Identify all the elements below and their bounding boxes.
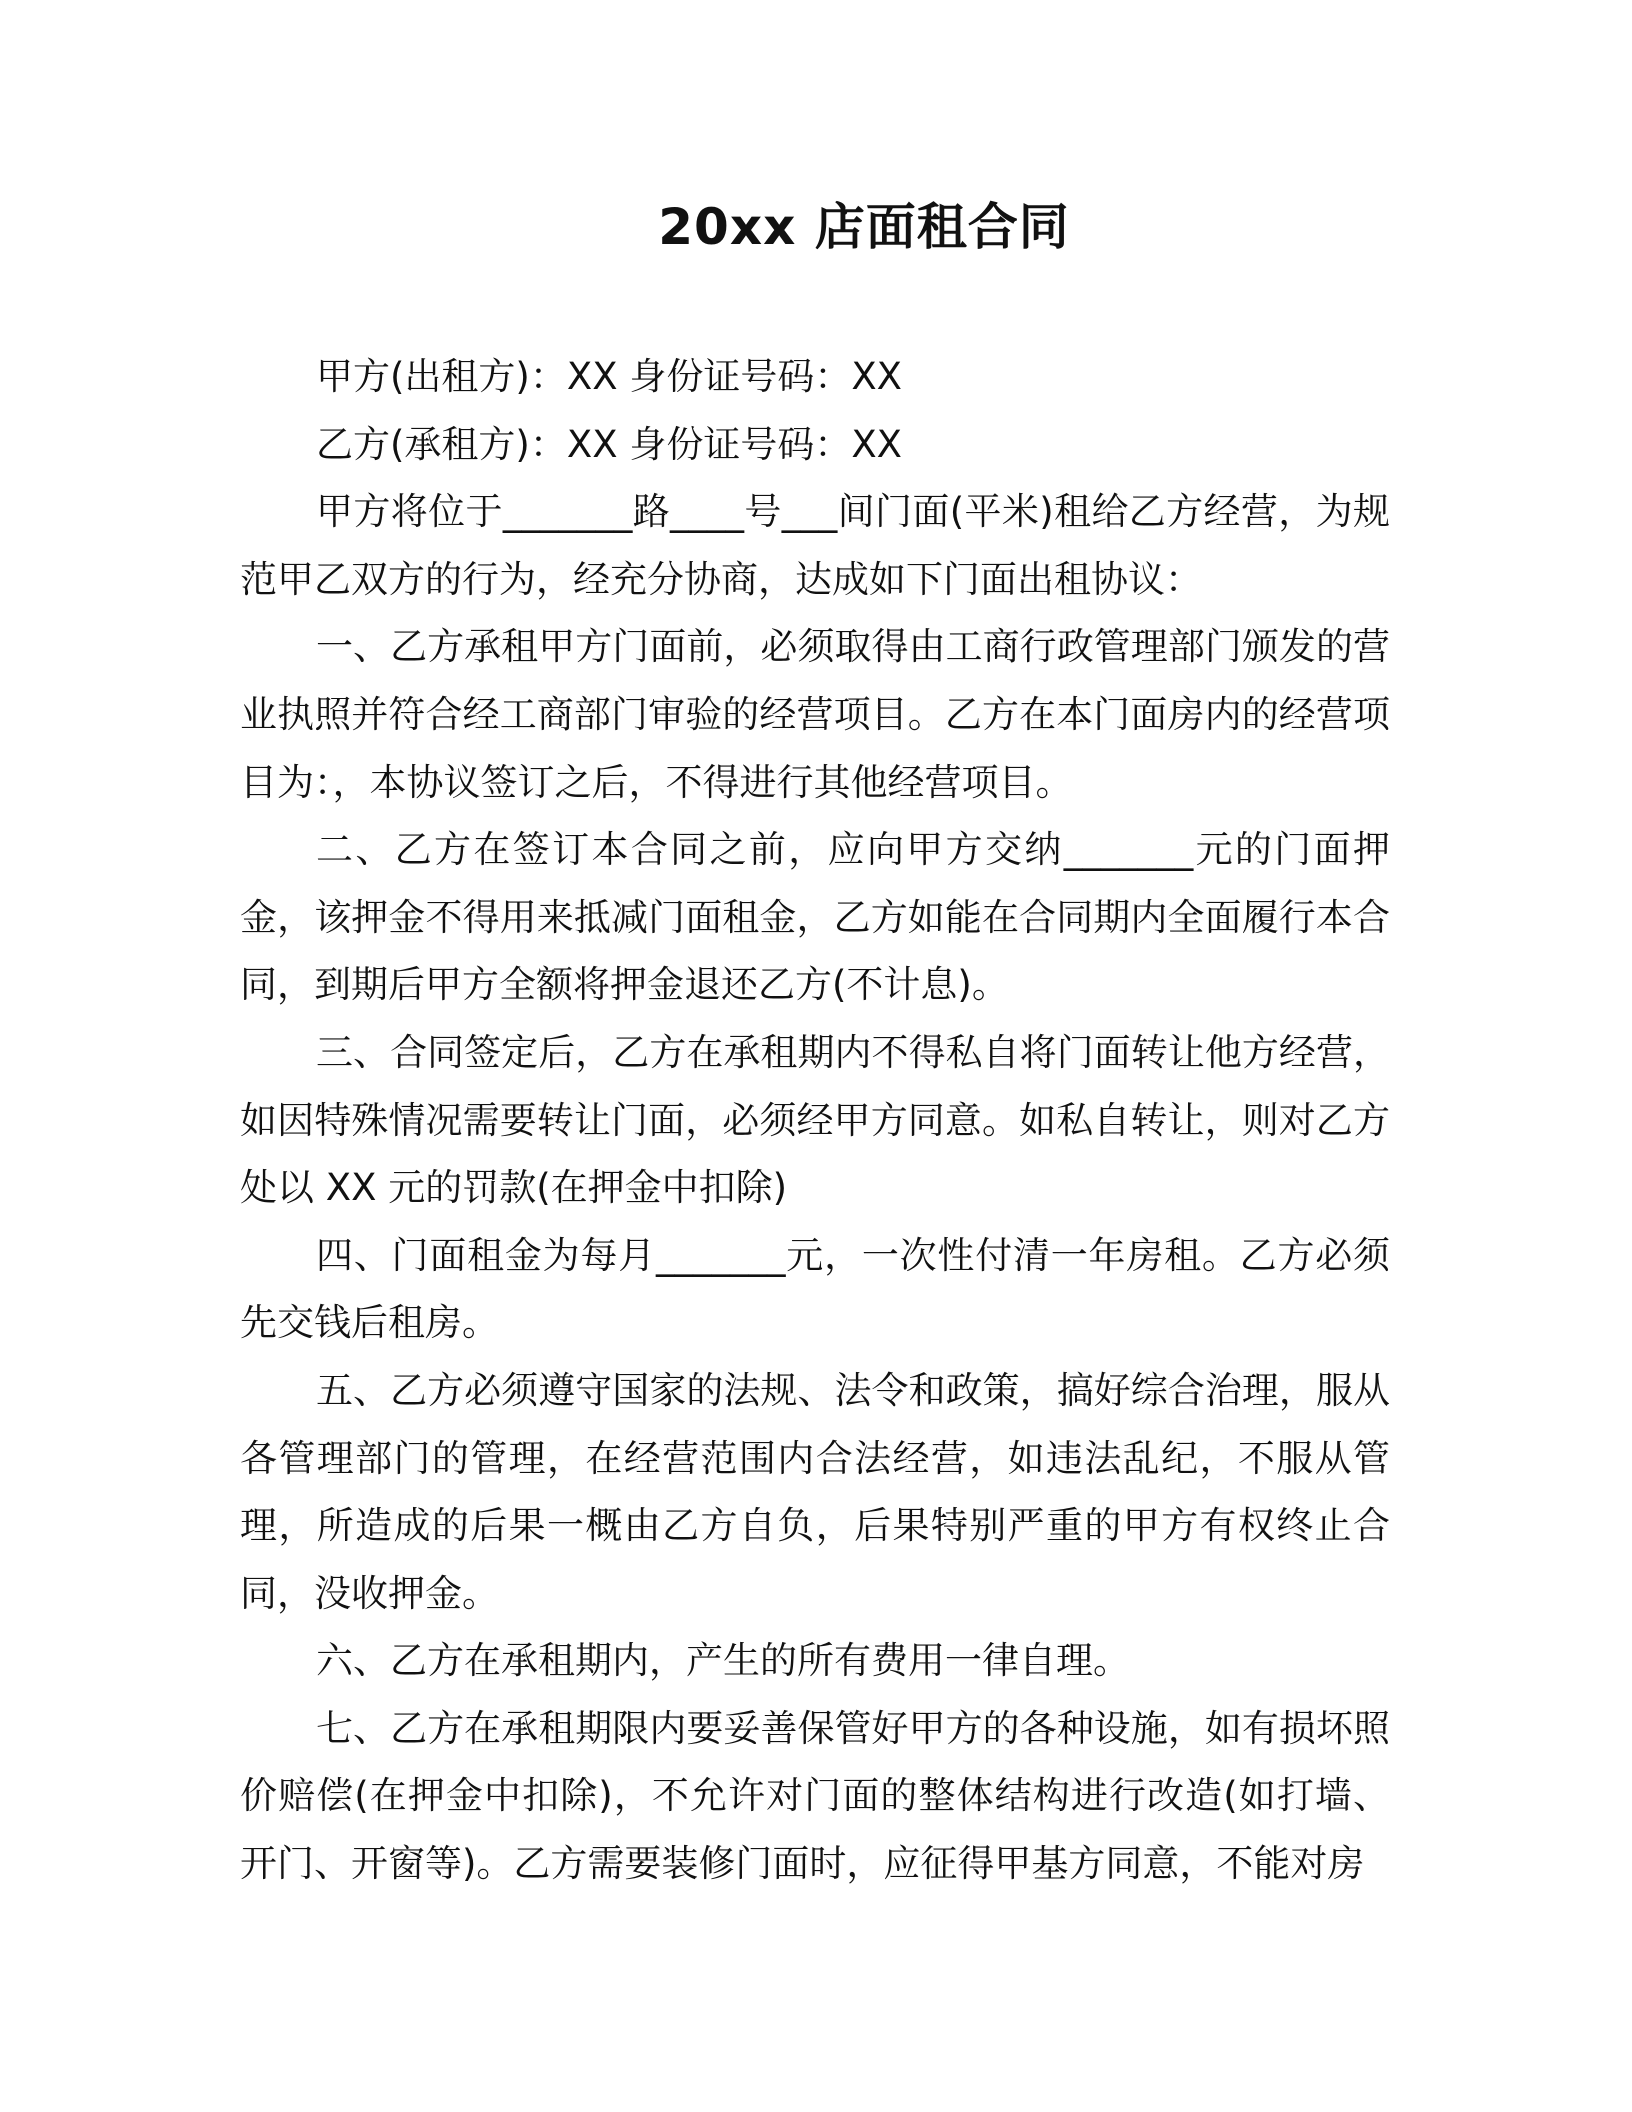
party-b-line: 乙方(承租方)：XX 身份证号码：XX — [316, 422, 903, 466]
clause-2: 二、乙方在签订本合同之前，应向甲方交纳_______元的门面押金，该押金不得用来抵减门面租金，乙方如能在合同期内全面履行本合同，到期后甲方全额将押金退还乙方(不计息)。 — [240, 828, 1390, 1007]
clause-6: 六、乙方在承租期内，产生的所有费用一律自理。 — [316, 1639, 1130, 1683]
document-body — [240, 343, 1390, 1898]
clause-3: 三、合同签定后，乙方在承租期内不得私自将门面转让他方经营，如因特殊情况需要转让门面，必须经甲方同意。如私自转让，则对乙方处以 XX 元的罚款(在押金中扣除) — [240, 1030, 1390, 1210]
clause-7: 七、乙方在承租期限内要妥善保管好甲方的各种设施，如有损坏照价赔偿(在押金中扣除)，不允许对门面的整体结构进行改造(如打墙、开门、开窗等)。乙方需要装修门面时，应征得甲基方同意，不能对房 — [240, 1706, 1390, 1886]
clause-1: 一、乙方承租甲方门面前，必须取得由工商行政管理部门颁发的营业执照并符合经工商部门审验的经营项目。乙方在本门面房内的经营项目为：，本协议签订之后，不得进行其他经营项目。 — [240, 625, 1390, 804]
clause-4: 四、门面租金为每月_______元，一次性付清一年房租。乙方必须先交钱后租房。 — [240, 1233, 1390, 1345]
document-title: 20xx 店面租合同 — [658, 198, 1070, 256]
clause-5: 五、乙方必须遵守国家的法规、法令和政策，搞好综合治理，服从各管理部门的管理，在经营范围内合法经营，如违法乱纪，不服从管理，所造成的后果一概由乙方自负，后果特别严重的甲方有权终止合同，没收押金。 — [240, 1368, 1390, 1615]
party-a-line: 甲方(出租方)：XX 身份证号码：XX — [316, 355, 903, 398]
preamble-paragraph: 甲方将位于_______路____号___间门面(平米)租给乙方经营，为规范甲乙双方的行为，经充分协商，达成如下门面出租协议： — [240, 490, 1390, 601]
